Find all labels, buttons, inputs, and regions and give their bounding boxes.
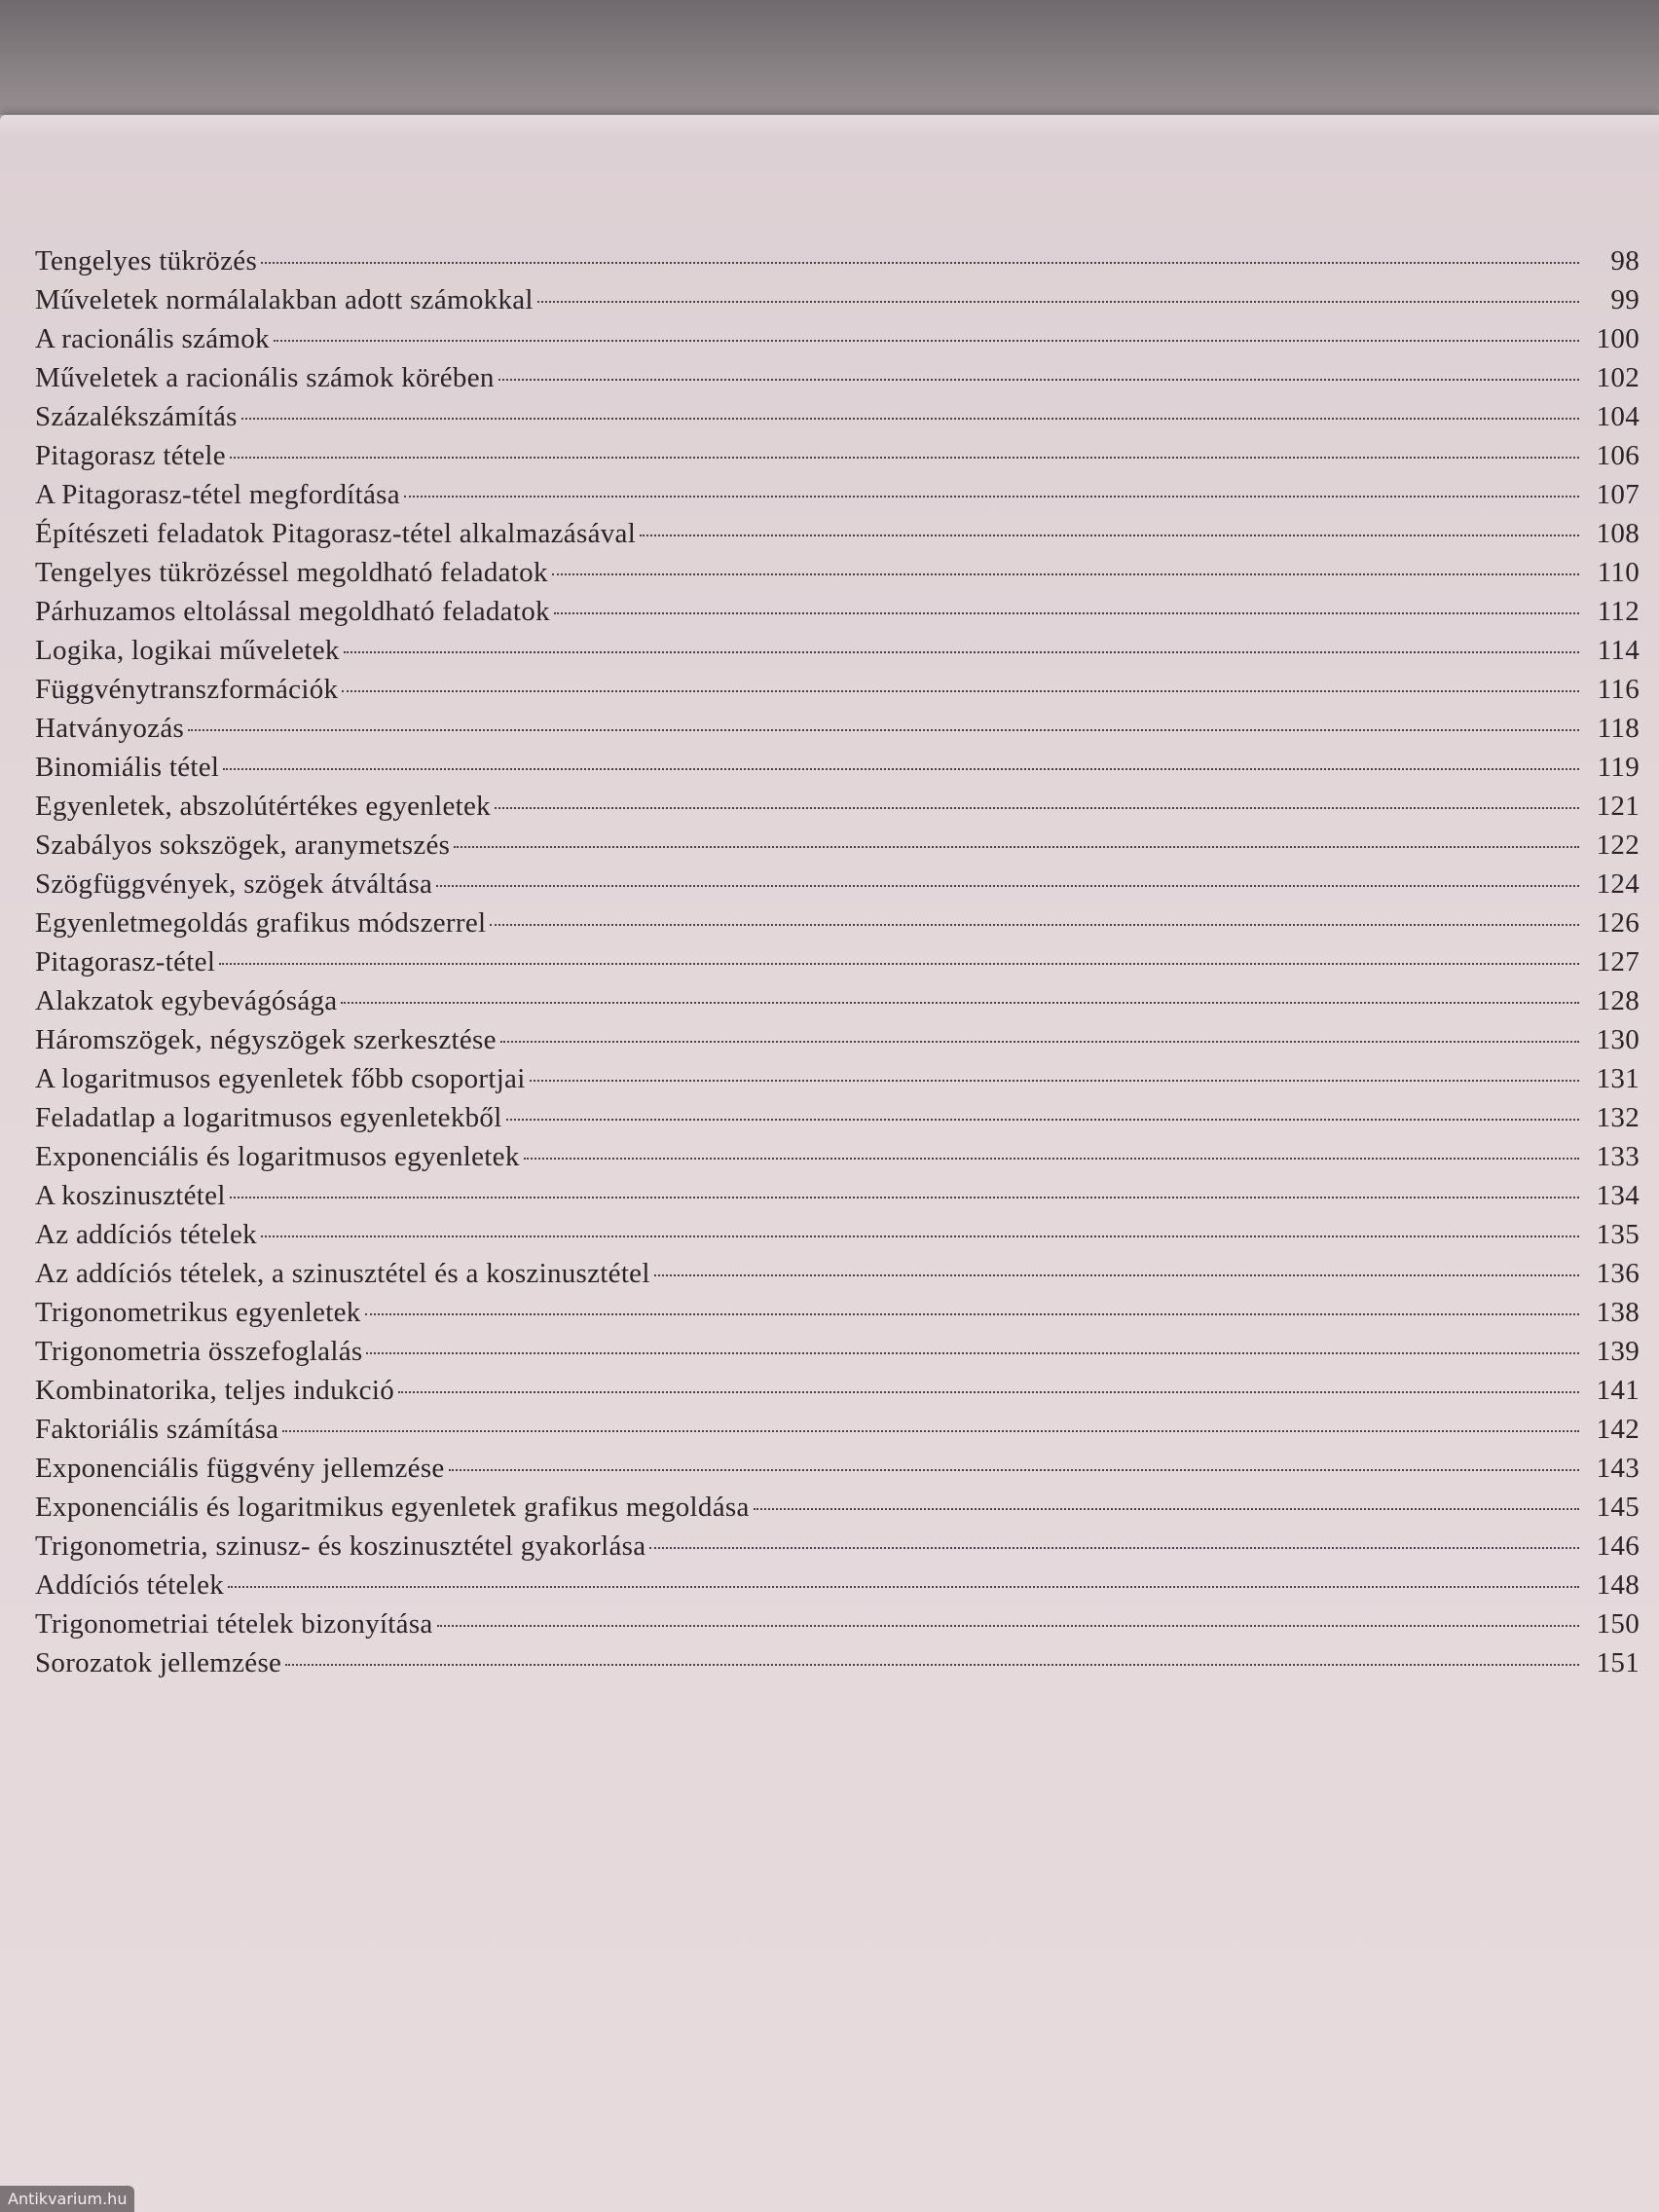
dot-leader [223, 768, 1579, 770]
dot-leader [404, 496, 1579, 498]
toc-entry[interactable] [35, 245, 1640, 284]
dot-leader [437, 1625, 1579, 1627]
dot-leader [552, 573, 1579, 575]
toc-entry-title: Építészeti feladatok Pitagorasz-tétel alkalmazásával [35, 518, 637, 549]
toc-entry-title: Sorozatok jellemzése [35, 1647, 282, 1678]
toc-entry-page-number: 132 [1596, 1102, 1640, 1133]
toc-entry[interactable] [35, 284, 1640, 323]
toc-entry-title: Alakzatok egybevágósága [35, 985, 338, 1016]
dot-leader [261, 1235, 1579, 1237]
toc-entry-title: Addíciós tételek [35, 1569, 225, 1601]
toc-entry-title: Exponenciális és logaritmikus egyenletek grafikus megoldása [35, 1492, 750, 1523]
toc-entry[interactable] [35, 907, 1640, 946]
toc-entry-page-number: 119 [1597, 752, 1640, 783]
toc-entry-page-number: 107 [1596, 479, 1640, 510]
dot-leader [436, 885, 1579, 887]
toc-entry[interactable] [35, 557, 1640, 596]
toc-entry-page-number: 141 [1596, 1375, 1640, 1406]
dot-leader [506, 1119, 1579, 1121]
dot-leader [449, 1469, 1579, 1471]
dot-leader [524, 1158, 1579, 1160]
toc-entry[interactable] [35, 1219, 1640, 1258]
toc-entry[interactable] [35, 401, 1640, 440]
toc-entry-page-number: 143 [1596, 1453, 1640, 1484]
dot-leader [344, 651, 1579, 653]
toc-entry-title: Exponenciális függvény jellemzése [35, 1453, 445, 1484]
toc-entry[interactable] [35, 1141, 1640, 1180]
toc-entry[interactable] [35, 1492, 1640, 1530]
toc-entry-page-number: 102 [1596, 362, 1640, 393]
toc-entry-title: Pitagorasz-tétel [35, 946, 216, 977]
toc-entry-page-number: 126 [1596, 907, 1640, 939]
dot-leader [241, 418, 1579, 420]
dot-leader [500, 1041, 1579, 1043]
dot-leader [230, 457, 1579, 459]
toc-entry-title: Százalékszámítás [35, 401, 238, 432]
toc-entry-page-number: 104 [1596, 401, 1640, 432]
toc-entry[interactable] [35, 362, 1640, 401]
toc-entry-page-number: 122 [1596, 830, 1640, 861]
toc-entry[interactable] [35, 596, 1640, 635]
watermark: Antikvarium.hu [0, 2186, 134, 2212]
toc-entry-page-number: 145 [1596, 1492, 1640, 1523]
toc-entry-page-number: 133 [1596, 1141, 1640, 1172]
toc-entry[interactable] [35, 674, 1640, 713]
toc-entry-title: Hatványozás [35, 713, 185, 744]
toc-entry[interactable] [35, 1530, 1640, 1569]
toc-entry-title: Trigonometriai tételek bizonyítása [35, 1608, 433, 1640]
table-of-contents [35, 245, 1640, 1686]
dot-leader [219, 963, 1579, 965]
toc-entry[interactable] [35, 1336, 1640, 1375]
toc-entry[interactable] [35, 635, 1640, 674]
toc-entry-page-number: 131 [1596, 1063, 1640, 1094]
toc-entry-title: Szögfüggvények, szögek átváltása [35, 868, 433, 900]
dot-leader [654, 1274, 1579, 1276]
toc-entry-title: Trigonometrikus egyenletek [35, 1297, 361, 1328]
toc-entry-title: Háromszögek, négyszögek szerkesztése [35, 1024, 497, 1055]
dot-leader [640, 535, 1579, 536]
toc-entry-page-number: 138 [1596, 1297, 1640, 1328]
toc-entry-title: Exponenciális és logaritmusos egyenletek [35, 1141, 520, 1172]
toc-entry-page-number: 134 [1596, 1180, 1640, 1211]
toc-entry-page-number: 114 [1597, 635, 1640, 666]
dot-leader [649, 1547, 1579, 1549]
toc-entry[interactable] [35, 1414, 1640, 1453]
toc-entry[interactable] [35, 1102, 1640, 1141]
toc-entry-title: Műveletek normálalakban adott számokkal [35, 284, 534, 315]
toc-entry[interactable] [35, 1180, 1640, 1219]
dot-leader [228, 1586, 1579, 1588]
dot-leader [398, 1391, 1579, 1393]
toc-entry-title: Tengelyes tükrözés [35, 245, 258, 276]
toc-entry-page-number: 100 [1596, 323, 1640, 354]
toc-entry[interactable] [35, 1297, 1640, 1336]
toc-entry-title: A Pitagorasz-tétel megfordítása [35, 479, 400, 510]
toc-entry-page-number: 99 [1610, 284, 1640, 315]
toc-entry[interactable] [35, 1569, 1640, 1608]
dot-leader [754, 1508, 1579, 1510]
toc-entry-page-number: 150 [1596, 1608, 1640, 1640]
toc-entry[interactable] [35, 1258, 1640, 1297]
toc-entry-page-number: 142 [1596, 1414, 1640, 1445]
toc-entry-page-number: 121 [1596, 791, 1640, 822]
toc-entry[interactable] [35, 1024, 1640, 1063]
toc-entry-page-number: 151 [1596, 1647, 1640, 1678]
dot-leader [282, 1430, 1579, 1432]
toc-entry-title: Az addíciós tételek [35, 1219, 257, 1250]
toc-entry-title: Az addíciós tételek, a szinusztétel és a koszinusztétel [35, 1258, 650, 1289]
toc-entry[interactable] [35, 1063, 1640, 1102]
toc-entry-page-number: 118 [1597, 713, 1640, 744]
toc-entry[interactable] [35, 1608, 1640, 1647]
toc-entry-title: Függvénytranszformációk [35, 674, 339, 705]
toc-entry[interactable] [35, 479, 1640, 518]
toc-entry-title: Egyenletmegoldás grafikus módszerrel [35, 907, 487, 939]
toc-entry-page-number: 128 [1596, 985, 1640, 1016]
toc-entry-page-number: 139 [1596, 1336, 1640, 1367]
toc-entry-page-number: 112 [1597, 596, 1640, 627]
dot-leader [341, 1002, 1579, 1004]
dot-leader [495, 807, 1579, 809]
dot-leader [498, 379, 1579, 381]
toc-entry-page-number: 127 [1596, 946, 1640, 977]
dot-leader [342, 690, 1579, 692]
toc-entry-title: Logika, logikai műveletek [35, 635, 340, 666]
toc-entry[interactable] [35, 713, 1640, 752]
toc-entry[interactable] [35, 1453, 1640, 1492]
toc-entry-title: Szabályos sokszögek, aranymetszés [35, 830, 451, 861]
toc-entry-page-number: 116 [1597, 674, 1640, 705]
toc-entry-title: Trigonometria, szinusz- és koszinusztétel gyakorlása [35, 1530, 646, 1562]
dot-leader [454, 846, 1579, 848]
toc-entry-title: Kombinatorika, teljes indukció [35, 1375, 395, 1406]
dot-leader [490, 924, 1579, 926]
toc-entry-title: A logaritmusos egyenletek főbb csoportjai [35, 1063, 526, 1094]
toc-entry-page-number: 110 [1597, 557, 1640, 588]
toc-entry[interactable] [35, 868, 1640, 907]
toc-entry-title: A koszinusztétel [35, 1180, 226, 1211]
toc-entry-page-number: 146 [1596, 1530, 1640, 1562]
toc-entry-title: Műveletek a racionális számok körében [35, 362, 495, 393]
toc-entry-page-number: 135 [1596, 1219, 1640, 1250]
toc-entry-page-number: 106 [1596, 440, 1640, 471]
toc-entry[interactable] [35, 1375, 1640, 1414]
toc-entry[interactable] [35, 1647, 1640, 1686]
dot-leader [285, 1664, 1579, 1666]
toc-entry-title: Faktoriális számítása [35, 1414, 279, 1445]
toc-entry-title: Trigonometria összefoglalás [35, 1336, 363, 1367]
toc-entry[interactable] [35, 791, 1640, 830]
toc-entry-page-number: 136 [1596, 1258, 1640, 1289]
toc-entry-page-number: 124 [1596, 868, 1640, 900]
dot-leader [365, 1313, 1579, 1315]
dot-leader [274, 340, 1579, 342]
dot-leader [554, 612, 1579, 614]
toc-entry-title: Binomiális tétel [35, 752, 220, 783]
dot-leader [188, 729, 1579, 731]
toc-entry-title: Pitagorasz tétele [35, 440, 226, 471]
toc-entry-title: Párhuzamos eltolással megoldható feladatok [35, 596, 550, 627]
toc-entry[interactable] [35, 946, 1640, 985]
toc-entry[interactable] [35, 985, 1640, 1024]
toc-entry-page-number: 108 [1596, 518, 1640, 549]
toc-entry-page-number: 148 [1596, 1569, 1640, 1601]
toc-entry[interactable] [35, 830, 1640, 868]
toc-entry-page-number: 130 [1596, 1024, 1640, 1055]
toc-entry-title: Feladatlap a logaritmusos egyenletekből [35, 1102, 502, 1133]
toc-entry[interactable] [35, 323, 1640, 362]
dot-leader [530, 1080, 1579, 1082]
toc-entry-title: A racionális számok [35, 323, 270, 354]
toc-entry-title: Tengelyes tükrözéssel megoldható feladatok [35, 557, 548, 588]
book-page [0, 115, 1659, 2212]
toc-entry[interactable] [35, 518, 1640, 557]
toc-entry-page-number: 98 [1610, 245, 1640, 276]
dot-leader [537, 301, 1579, 303]
dot-leader [366, 1352, 1579, 1354]
toc-entry-title: Egyenletek, abszolútértékes egyenletek [35, 791, 491, 822]
dot-leader [230, 1197, 1579, 1198]
toc-entry[interactable] [35, 440, 1640, 479]
dot-leader [261, 262, 1579, 264]
toc-entry[interactable] [35, 752, 1640, 791]
